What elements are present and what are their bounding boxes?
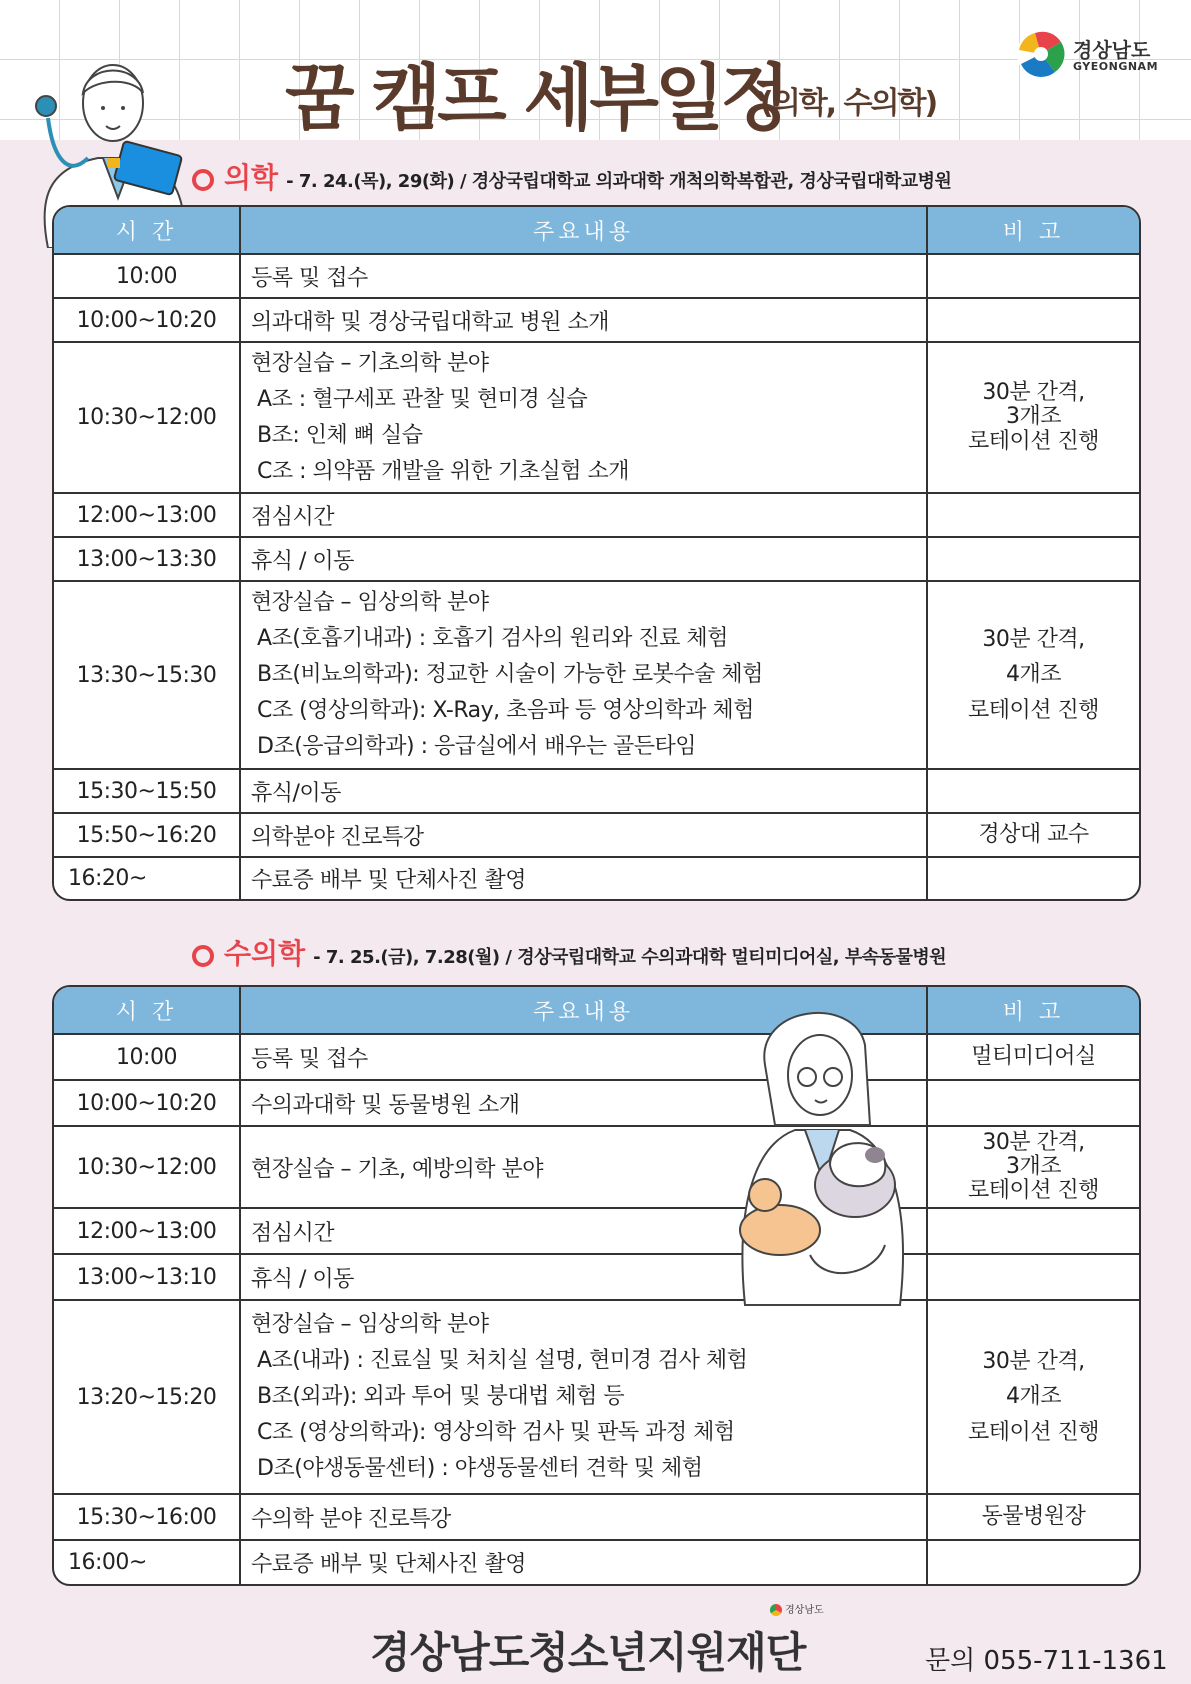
time-cell: 10:30~12:00 [54, 342, 240, 493]
content-cell: 등록 및 접수 [240, 1034, 927, 1080]
table-row [54, 1126, 1139, 1208]
time-cell: 13:30~15:30 [54, 581, 240, 769]
note-cell: 동물병원장 [927, 1494, 1139, 1540]
table-row [54, 813, 1139, 857]
header-content: 주요내용 [240, 207, 927, 254]
footer-contact: 문의 055-711-1361 [925, 1646, 1168, 1676]
note-cell [927, 1080, 1139, 1126]
content-cell: 점심시간 [240, 493, 927, 537]
header-time: 시 간 [54, 987, 240, 1034]
content-cell [240, 1300, 927, 1494]
table-row [54, 342, 1139, 493]
note-cell: 경상대 교수 [927, 813, 1139, 857]
content-cell: 수료증 배부 및 단체사진 촬영 [240, 857, 927, 899]
note-line: 로테이션 진행 [967, 1178, 1099, 1204]
note-cell [927, 298, 1139, 342]
note-cell [927, 342, 1139, 493]
content-cell: 의과대학 및 경상국립대학교 병원 소개 [240, 298, 927, 342]
table-header-row [54, 207, 1139, 254]
table-row [54, 1080, 1139, 1126]
note-line: 3개조 [1005, 404, 1061, 430]
bullet-icon [192, 169, 214, 191]
content-line: C조 (영상의학과): 영상의학 검사 및 판독 과정 체험 [257, 1420, 735, 1445]
time-cell: 12:00~13:00 [54, 1208, 240, 1254]
note-line: 4개조 [1005, 662, 1061, 688]
content-line: D조(응급의학과) : 응급실에서 배우는 골든타임 [257, 734, 697, 759]
content-line: B조(비뇨의학과): 정교한 시술이 가능한 로봇수술 체험 [257, 662, 763, 687]
content-line: C조 : 의약품 개발을 위한 기초실험 소개 [257, 458, 630, 484]
table-header-row [54, 987, 1139, 1034]
time-cell: 10:00 [54, 254, 240, 298]
footer-organization: 경상남도청소년지원재단 [370, 1628, 806, 1677]
footer-small-logo [770, 1601, 824, 1616]
medicine-section-header [192, 156, 951, 196]
note-cell [927, 857, 1139, 899]
table-row [54, 1300, 1139, 1494]
time-cell: 10:00~10:20 [54, 298, 240, 342]
note-cell [927, 1254, 1139, 1300]
note-cell [927, 493, 1139, 537]
table-row [54, 1254, 1139, 1300]
note-line: 30분 간격, [982, 1349, 1085, 1375]
content-cell: 수료증 배부 및 단체사진 촬영 [240, 1540, 927, 1584]
table-row [54, 254, 1139, 298]
page-subtitle: (의학, 수의학) [760, 86, 937, 121]
gyeongnam-emblem-icon [770, 1604, 782, 1616]
table-row [54, 1034, 1139, 1080]
table-row [54, 1494, 1139, 1540]
medicine-title: 의학 [224, 161, 279, 194]
note-line: 30분 간격, [982, 380, 1085, 406]
vet-title: 수의학 [224, 937, 306, 970]
content-line: A조 : 혈구세포 관찰 및 현미경 실습 [257, 386, 588, 412]
content-cell: 현장실습 – 기초, 예방의학 분야 [240, 1126, 927, 1208]
vet-with-pets-illustration-icon [735, 1005, 925, 1310]
time-cell: 13:00~13:10 [54, 1254, 240, 1300]
note-cell [927, 1208, 1139, 1254]
logo-english: GYEONGNAM [1073, 60, 1159, 73]
note-line: 로테이션 진행 [967, 1419, 1099, 1445]
table-row [54, 1208, 1139, 1254]
header-note: 비 고 [927, 987, 1139, 1034]
note-line: 4개조 [1005, 1384, 1061, 1410]
note-line: 30분 간격, [982, 1129, 1085, 1155]
note-cell [927, 1300, 1139, 1494]
content-cell: 의학분야 진로특강 [240, 813, 927, 857]
time-cell: 16:20~ [54, 857, 240, 899]
time-cell: 10:00~10:20 [54, 1080, 240, 1126]
note-cell [927, 581, 1139, 769]
medicine-schedule-table [52, 205, 1141, 901]
gyeongnam-logo [1015, 28, 1165, 80]
note-cell [927, 537, 1139, 581]
table-row [54, 298, 1139, 342]
table-row [54, 1540, 1139, 1584]
content-cell: 점심시간 [240, 1208, 927, 1254]
bullet-icon [192, 945, 214, 967]
table-row [54, 581, 1139, 769]
note-cell: 멀티미디어실 [927, 1034, 1139, 1080]
header-note: 비 고 [927, 207, 1139, 254]
table-row [54, 537, 1139, 581]
note-line: 3개조 [1005, 1153, 1061, 1179]
note-cell [927, 1540, 1139, 1584]
time-cell: 13:20~15:20 [54, 1300, 240, 1494]
footer-small-logo-text: 경상남도 [785, 1605, 824, 1616]
time-cell: 15:30~16:00 [54, 1494, 240, 1540]
content-line: 현장실습 – 임상의학 분야 [251, 590, 489, 615]
note-line: 로테이션 진행 [967, 428, 1099, 454]
time-cell: 10:30~12:00 [54, 1126, 240, 1208]
note-line: 로테이션 진행 [967, 697, 1099, 723]
gyeongnam-emblem-icon [1015, 28, 1067, 80]
table-row [54, 769, 1139, 813]
content-line: B조: 인체 뼈 실습 [257, 422, 423, 448]
content-cell: 수의과대학 및 동물병원 소개 [240, 1080, 927, 1126]
time-cell: 15:30~15:50 [54, 769, 240, 813]
header-time: 시 간 [54, 207, 240, 254]
note-cell [927, 254, 1139, 298]
content-cell: 휴식 / 이동 [240, 1254, 927, 1300]
content-cell [240, 581, 927, 769]
note-cell [927, 769, 1139, 813]
content-cell: 휴식/이동 [240, 769, 927, 813]
vet-section-header [192, 932, 946, 972]
vet-detail: - 7. 25.(금), 7.28(월) / 경상국립대학교 수의과대학 멀티미디어실, 부속동물병원 [313, 947, 947, 968]
logo-korean: 경상남도 [1073, 38, 1151, 62]
header-content: 주요내용 [240, 987, 927, 1034]
content-line: A조(호흡기내과) : 호흡기 검사의 원리와 진료 체험 [257, 626, 728, 651]
content-cell: 수의학 분야 진로특강 [240, 1494, 927, 1540]
note-cell [927, 1126, 1139, 1208]
time-cell: 10:00 [54, 1034, 240, 1080]
content-cell [240, 342, 927, 493]
content-line: 현장실습 – 임상의학 분야 [251, 1312, 489, 1337]
vet-schedule-table [52, 985, 1141, 1586]
time-cell: 16:00~ [54, 1540, 240, 1584]
table-row [54, 857, 1139, 899]
content-line: 현장실습 – 기초의학 분야 [251, 350, 489, 376]
medicine-detail: - 7. 24.(목), 29(화) / 경상국립대학교 의과대학 개척의학복합관, 경상국립대학교병원 [286, 171, 952, 192]
page-title: 꿈 캠프 세부일정 [285, 56, 786, 140]
content-line: B조(외과): 외과 투어 및 붕대법 체험 등 [257, 1384, 625, 1409]
time-cell: 15:50~16:20 [54, 813, 240, 857]
note-line: 30분 간격, [982, 627, 1085, 653]
content-line: A조(내과) : 진료실 및 처치실 설명, 현미경 검사 체험 [257, 1348, 748, 1373]
table-row [54, 493, 1139, 537]
content-line: C조 (영상의학과): X-Ray, 초음파 등 영상의학과 체험 [257, 698, 754, 723]
time-cell: 12:00~13:00 [54, 493, 240, 537]
time-cell: 13:00~13:30 [54, 537, 240, 581]
content-cell: 휴식 / 이동 [240, 537, 927, 581]
content-line: D조(야생동물센터) : 야생동물센터 견학 및 체험 [257, 1456, 703, 1481]
content-cell: 등록 및 접수 [240, 254, 927, 298]
